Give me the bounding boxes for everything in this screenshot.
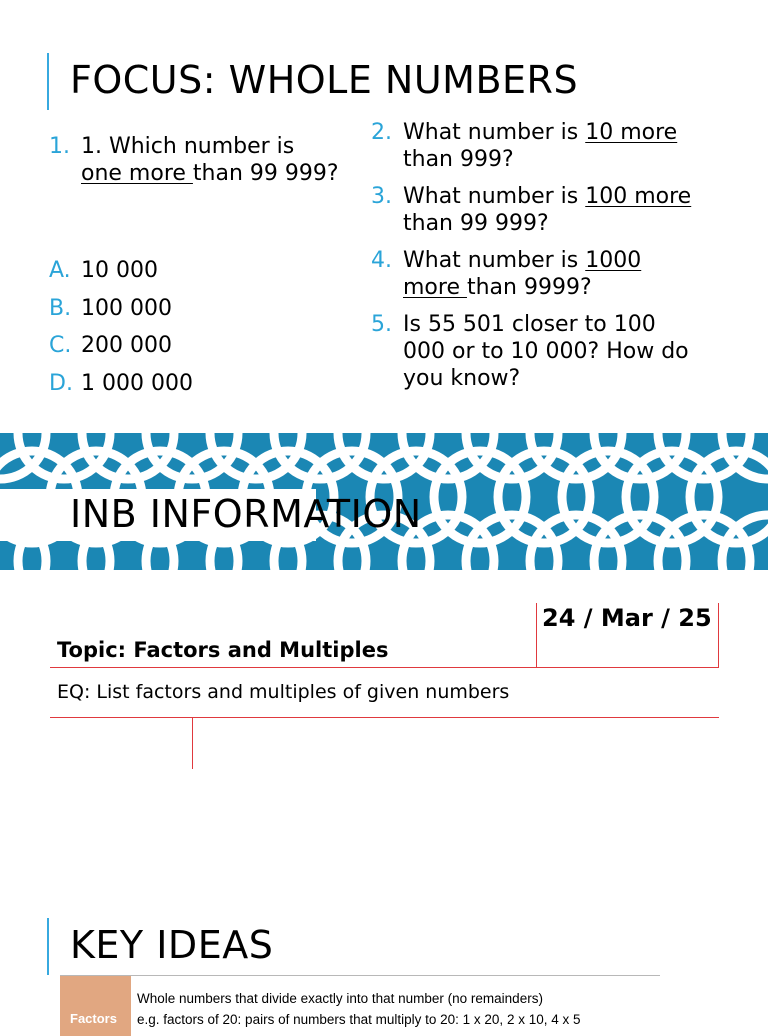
question-number: 1.	[49, 134, 70, 159]
question-underlined: 10 more	[585, 120, 678, 145]
question-underlined: one more	[81, 161, 193, 186]
inb-table	[50, 600, 720, 770]
term-cell	[60, 976, 131, 1036]
option-letter: C.	[49, 333, 72, 358]
question-number: 5.	[371, 312, 392, 337]
definition-line: Whole numbers that divide exactly into that number (no remainders)	[137, 991, 543, 1006]
option-b	[49, 290, 339, 328]
question-5	[371, 311, 701, 392]
table-rule	[718, 603, 719, 668]
table-rule	[192, 718, 193, 769]
term-label: Factors	[70, 1011, 117, 1026]
question-text: Is 55 501 closer to 100 000 or to 10 000? How do you know?	[403, 312, 689, 391]
option-letter: B.	[49, 295, 72, 321]
table-rule	[536, 603, 537, 668]
option-letter: A.	[49, 258, 71, 283]
question-1	[49, 133, 339, 187]
page-title: FOCUS: WHOLE NUMBERS	[70, 58, 579, 102]
option-text: 1 000 000	[81, 370, 193, 396]
question-text-end: than 99 999?	[403, 211, 549, 236]
title-accent-bar	[47, 918, 49, 975]
question-4	[371, 247, 701, 301]
option-a	[49, 252, 339, 290]
table-rule	[50, 717, 719, 718]
question-list-left	[49, 133, 339, 187]
question-list-right	[371, 119, 701, 392]
table-rule	[50, 667, 719, 668]
date-label: 24 / Mar / 25	[542, 604, 712, 632]
title-accent-bar	[47, 53, 49, 110]
question-text-end: than 9999?	[466, 275, 592, 300]
option-d	[49, 365, 339, 403]
option-text: 200 000	[81, 333, 172, 358]
question-2	[371, 119, 701, 173]
options-list	[49, 252, 339, 402]
option-text: 10 000	[81, 258, 158, 283]
inb-title: INB INFORMATION	[70, 492, 422, 536]
definition-example: e.g. factors of 20: pairs of numbers that multiply to 20: 1 x 20, 2 x 10, 4 x 5	[137, 1012, 581, 1027]
topic-label: Topic: Factors and Multiples	[57, 638, 389, 662]
question-text: What number is	[403, 184, 586, 209]
option-c	[49, 327, 339, 365]
question-text: What number is	[403, 120, 586, 145]
question-text: 1. Which number is	[81, 134, 295, 159]
option-text: 100 000	[81, 295, 172, 321]
question-underlined: 1000 more	[403, 248, 642, 300]
question-text-end: than 99 999?	[192, 161, 339, 186]
question-text: What number is	[403, 248, 586, 273]
question-text-end: than 999?	[403, 147, 514, 172]
option-letter: D.	[49, 370, 73, 396]
question-underlined: 100 more	[585, 184, 692, 209]
key-ideas-table	[60, 975, 660, 1036]
question-number: 4.	[371, 248, 392, 273]
question-3	[371, 183, 701, 237]
question-number: 2.	[371, 120, 392, 145]
essential-question: EQ: List factors and multiples of given numbers	[57, 681, 510, 703]
question-number: 3.	[371, 184, 392, 209]
key-ideas-title: KEY IDEAS	[70, 923, 274, 967]
